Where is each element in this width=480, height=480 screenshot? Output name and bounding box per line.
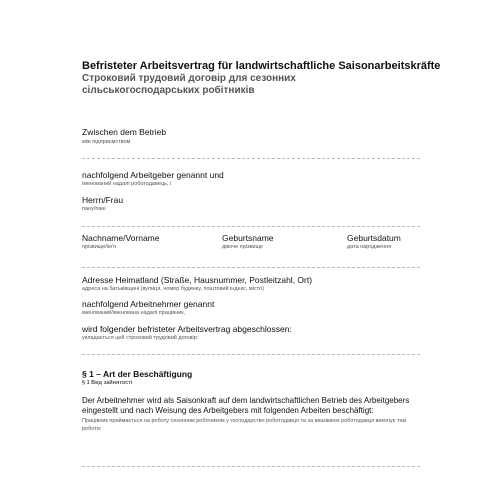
address-label: Adresse Heimatland (Straße, Hausnummer, Postleitzahl, Ort) bbox=[82, 275, 313, 285]
section-divider bbox=[82, 354, 420, 355]
birthname-label: Geburtsname bbox=[222, 233, 274, 243]
name-sublabel: прізвище/ім'я bbox=[82, 244, 116, 250]
mr-mrs-sublabel: пану/пані bbox=[82, 206, 106, 212]
employee-sublabel: іменований/іменована надалі працівник, bbox=[82, 310, 186, 316]
concluded-label: wird folgender befristeter Arbeitsvertrag abgeschlossen: bbox=[82, 324, 292, 334]
birthdate-label: Geburtsdatum bbox=[347, 233, 401, 243]
title-german: Befristeter Arbeitsvertrag für landwirtschaftliche Saisonarbeitskräfte bbox=[82, 60, 441, 72]
address-field-line[interactable] bbox=[82, 267, 420, 268]
section1-subtext: Працівник приймається на роботу сезонним робітником у господарство роботодавця та за вказівкою роботодавця виконує такі роботи: bbox=[82, 418, 407, 432]
birthdate-sublabel: дата народження bbox=[347, 244, 392, 250]
work-description-field-line[interactable] bbox=[82, 466, 420, 467]
concluded-sublabel: укладається цей строковий трудовий договір: bbox=[82, 335, 199, 341]
employer-sublabel: іменований надалі роботодавець, і bbox=[82, 181, 172, 187]
section1-subheading: § 1 Вид зайнятості bbox=[82, 380, 133, 386]
section1-heading: § 1 – Art der Beschäftigung bbox=[82, 369, 193, 379]
between-sublabel: між підприємством bbox=[82, 139, 131, 145]
mr-mrs-label: Herrn/Frau bbox=[82, 195, 124, 205]
employer-label: nachfolgend Arbeitgeber genannt und bbox=[82, 170, 224, 180]
birthname-sublabel: дівоче прізвище bbox=[222, 244, 263, 250]
name-label: Nachname/Vorname bbox=[82, 233, 160, 243]
company-field-line[interactable] bbox=[82, 158, 420, 159]
address-sublabel: адреса на батьківщині (вулиця, номер будинку, поштовий індекс, місто) bbox=[82, 286, 264, 292]
section1-text: Der Arbeitnehmer wird als Saisonkraft auf dem landwirtschaftlichen Betrieb des Arbeitgebers eingestellt und nach Weisung des Arbeitgebers mit folgenden Arbeiten beschäftigt: bbox=[82, 396, 410, 415]
between-label: Zwischen dem Betrieb bbox=[82, 127, 167, 137]
name-field-line[interactable] bbox=[82, 226, 420, 227]
employee-label: nachfolgend Arbeitnehmer genannt bbox=[82, 299, 215, 309]
title-ukrainian: Строковий трудовий договір для сезонних сільськогосподарських робітників bbox=[82, 73, 296, 96]
